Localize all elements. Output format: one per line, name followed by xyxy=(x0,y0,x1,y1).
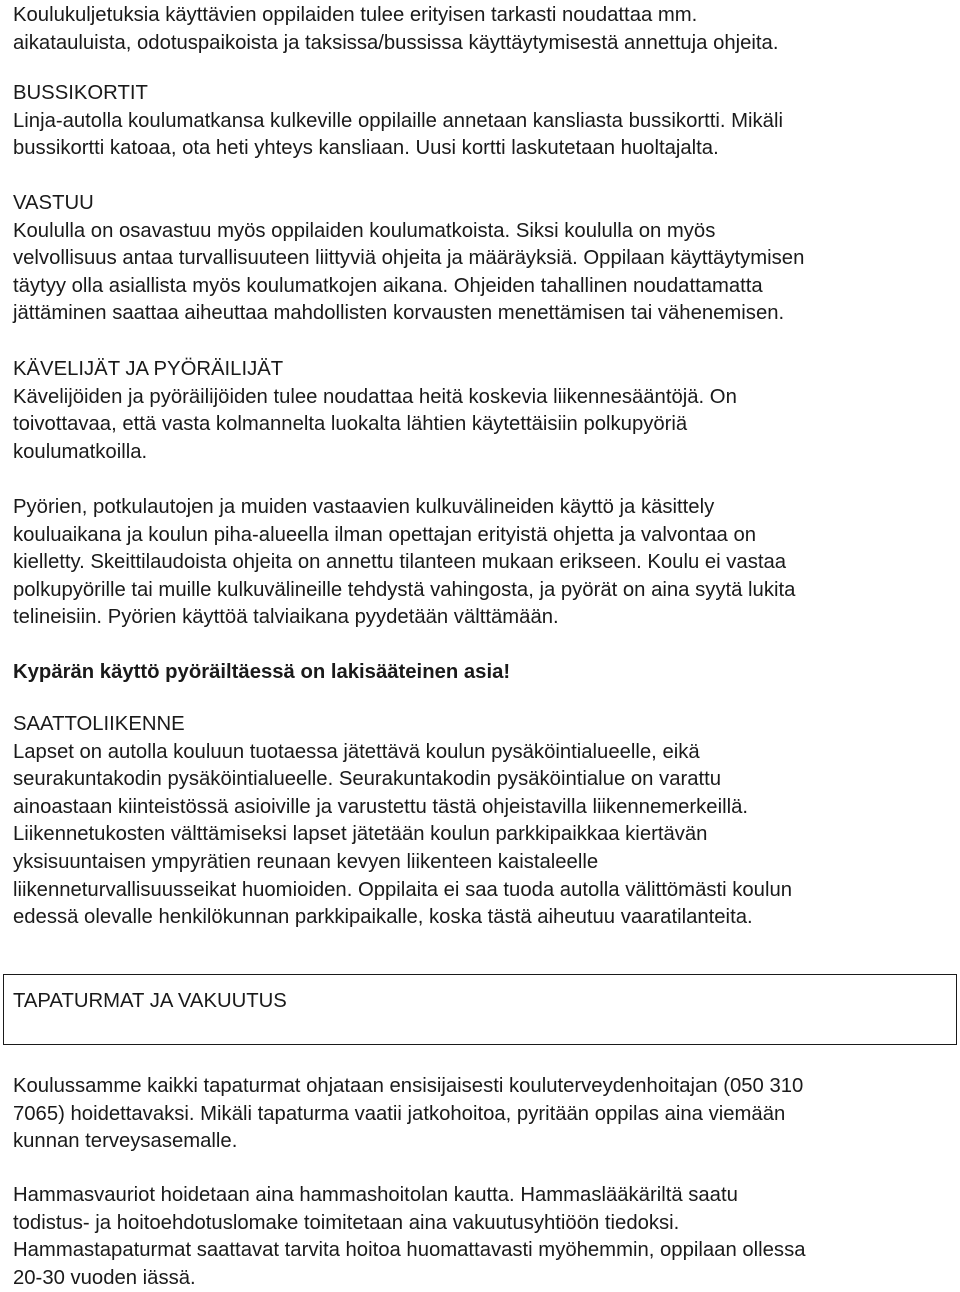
section-kavelijat xyxy=(13,356,737,466)
paragraph-line: kielletty. Skeittilaudoista ohjeita on annettu tilanteen mukaan erikseen. Koulu ei vastaa xyxy=(13,551,787,574)
paragraph-line: Liikennetukosten välttämiseksi lapset jätetään koulun parkkipaikkaa kiertävän xyxy=(13,823,708,846)
paragraph-line: liikenneturvallisuusseikat huomioiden. Oppilaita ei saa tuoda autolla välittömästi koulun xyxy=(13,878,793,901)
paragraph-line: kunnan terveysasemalle. xyxy=(13,1130,238,1153)
paragraph-line: yksisuuntaisen ympyrätien reunaan kevyen liikenteen kaistaleelle xyxy=(13,850,599,873)
paragraph-line: ainoastaan kiinteistössä asioiville ja varustettu tästä ohjeistavilla liikennemerkeillä. xyxy=(13,795,749,818)
section-bussikortit xyxy=(13,80,783,163)
paragraph-line: polkupyörille tai muille kulkuvälineille tehdystä vahingosta, ja pyörät on aina syytä lukita xyxy=(13,578,796,601)
intro-line: Koulukuljetuksia käyttävien oppilaiden tulee erityisen tarkasti noudattaa mm. xyxy=(13,4,698,26)
boxed-heading-tapaturmat xyxy=(3,974,957,1045)
paragraph-line: Koulussamme kaikki tapaturmat ohjataan ensisijaisesti kouluterveydenhoitajan (050 310 xyxy=(13,1075,804,1097)
section-heading: SAATTOLIIKENNE xyxy=(13,713,185,735)
paragraph-line: todistus- ja hoitoehdotuslomake toimitetaan aina vakuutusyhtiöön tiedoksi. xyxy=(13,1211,680,1234)
section-heading: TAPATURMAT JA VAKUUTUS xyxy=(13,990,287,1012)
paragraph-line: seurakuntakodin pysäköintialueelle. Seurakuntakodin pysäköintialue on varattu xyxy=(13,768,722,791)
paragraph-line: 20-30 vuoden iässä. xyxy=(13,1266,196,1289)
intro-paragraph xyxy=(13,2,778,57)
paragraph-line: Hammasvauriot hoidetaan aina hammashoitolan kautta. Hammaslääkäriltä saatu xyxy=(13,1184,738,1206)
section-heading: KÄVELIJÄT JA PYÖRÄILIJÄT xyxy=(13,358,284,380)
paragraph-line: velvollisuus antaa turvallisuuteen liittyviä ohjeita ja määräyksiä. Oppilaan käyttäytymisen xyxy=(13,247,805,270)
paragraph-line: jättäminen saattaa aiheuttaa mahdollisten korvausten menettämisen tai vähenemisen. xyxy=(13,302,785,325)
paragraph-line: 7065) hoidettavaksi. Mikäli tapaturma vaatii jatkohoitoa, pyritään oppilas aina viemään xyxy=(13,1102,786,1125)
paragraph-pyorat xyxy=(13,494,795,632)
paragraph-line: koulumatkoilla. xyxy=(13,440,148,463)
paragraph-line: Hammastapaturmat saattavat tarvita hoitoa huomattavasti myöhemmin, oppilaan ollessa xyxy=(13,1239,806,1262)
paragraph-line: edessä olevalle henkilökunnan parkkipaikalle, koska tästä aiheutuu vaaratilanteita. xyxy=(13,906,753,929)
paragraph-line: toivottavaa, että vasta kolmannelta luokalta lähtien käytettäisiin polkupyöriä xyxy=(13,413,688,436)
paragraph-line: bussikortti katoaa, ota heti yhteys kansliaan. Uusi kortti laskutetaan huoltajalta. xyxy=(13,137,719,160)
paragraph-line: Koululla on osavastuu myös oppilaiden koulumatkoista. Siksi koululla on myös xyxy=(13,219,716,242)
paragraph-line: Lapset on autolla kouluun tuotaessa jätettävä koulun pysäköintialueelle, eikä xyxy=(13,740,700,763)
section-saattoliikenne xyxy=(13,711,792,932)
paragraph-line: Linja-autolla koulumatkansa kulkeville oppilaille annetaan kansliasta bussikortti. Mikäli xyxy=(13,109,783,132)
helmet-notice-text: Kypärän käyttö pyöräiltäessä on lakisääteinen asia! xyxy=(13,661,511,683)
paragraph-hammasvauriot xyxy=(13,1182,805,1292)
section-heading: VASTUU xyxy=(13,192,94,214)
paragraph-line: kouluaikana ja koulun piha-alueella ilman opettajan erityistä ohjetta ja valvontaa on xyxy=(13,523,757,546)
paragraph-line: Kävelijöiden ja pyöräilijöiden tulee noudattaa heitä koskevia liikennesääntöjä. On xyxy=(13,385,737,408)
paragraph-line: Pyörien, potkulautojen ja muiden vastaavien kulkuvälineiden käyttö ja käsittely xyxy=(13,496,715,518)
intro-line: aikatauluista, odotuspaikoista ja taksissa/bussissa käyttäytymisestä annettuja ohjeita. xyxy=(13,31,779,54)
paragraph-tapaturmat xyxy=(13,1073,803,1156)
paragraph-line: täytyy olla asiallista myös koulumatkojen aikana. Ohjeiden tahallinen noudattamatta xyxy=(13,274,763,297)
paragraph-line: telineisiin. Pyörien käyttöä talviaikana pyydetään välttämään. xyxy=(13,606,559,629)
helmet-notice xyxy=(13,659,510,687)
section-vastuu xyxy=(13,190,804,328)
section-heading: BUSSIKORTIT xyxy=(13,82,148,104)
